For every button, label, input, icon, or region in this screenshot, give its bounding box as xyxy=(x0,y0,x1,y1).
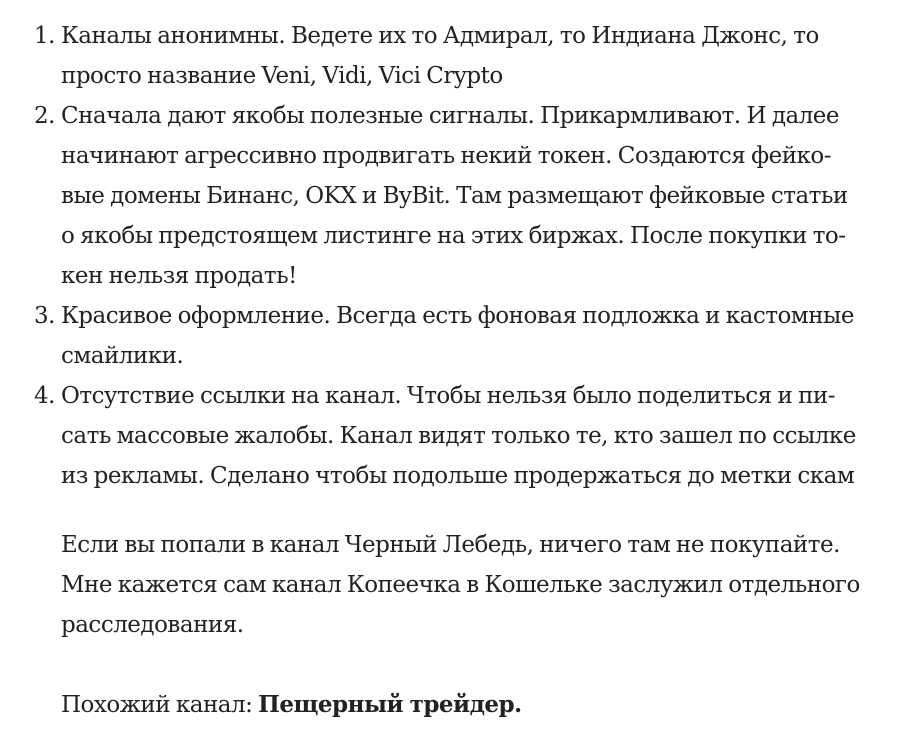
similar-channel-name: Пещерный трейдер. xyxy=(258,691,522,718)
list-number: 3. xyxy=(34,303,55,329)
list-text-line: Каналы анонимны. Ведете их то Адмирал, то Индиана Джонс, то xyxy=(61,23,819,49)
list-item-3 xyxy=(0,296,909,376)
list-text-line: сать массовые жалобы. Канал видят только те, кто зашел по ссылке xyxy=(61,423,856,449)
warning-signs-list xyxy=(0,16,909,496)
list-number: 2. xyxy=(34,103,55,129)
list-text-line: просто название Veni, Vidi, Vici Crypto xyxy=(61,63,503,89)
paragraph-line: расследования. xyxy=(61,612,244,638)
conclusion-paragraph xyxy=(0,525,909,645)
paragraph-line: Мне кажется сам канал Копеечка в Кошельке заслужил отдельного xyxy=(61,572,860,598)
list-text-line: Отсутствие ссылки на канал. Чтобы нельзя было поделиться и пи- xyxy=(61,383,836,409)
similar-channel-label: Похожий канал: xyxy=(61,692,259,718)
list-text-line: Сначала дают якобы полезные сигналы. Прикармливают. И далее xyxy=(61,103,840,129)
list-text-line: о якобы предстоящем листинге на этих биржах. После покупки то- xyxy=(61,223,846,249)
list-text-line: смайлики. xyxy=(61,343,184,369)
list-item-1 xyxy=(0,16,909,96)
paragraph-line: Если вы попали в канал Черный Лебедь, ничего там не покупайте. xyxy=(61,532,840,558)
list-number: 4. xyxy=(34,383,55,409)
list-text-line: вые домены Бинанс, OKX и ByBit. Там размещают фейковые статьи xyxy=(61,183,848,209)
article-content xyxy=(0,16,909,725)
list-number: 1. xyxy=(34,23,55,49)
list-text-line: Красивое оформление. Всегда есть фоновая подложка и кастомные xyxy=(61,303,854,329)
list-text-line: кен нельзя продать! xyxy=(61,263,297,289)
similar-channel-paragraph xyxy=(0,685,909,725)
list-text-line: начинают агрессивно продвигать некий токен. Создаются фейко- xyxy=(61,143,832,169)
list-text-line: из рекламы. Сделано чтобы подольше продержаться до метки скам xyxy=(61,463,855,489)
list-item-2 xyxy=(0,96,909,296)
list-item-4 xyxy=(0,376,909,496)
